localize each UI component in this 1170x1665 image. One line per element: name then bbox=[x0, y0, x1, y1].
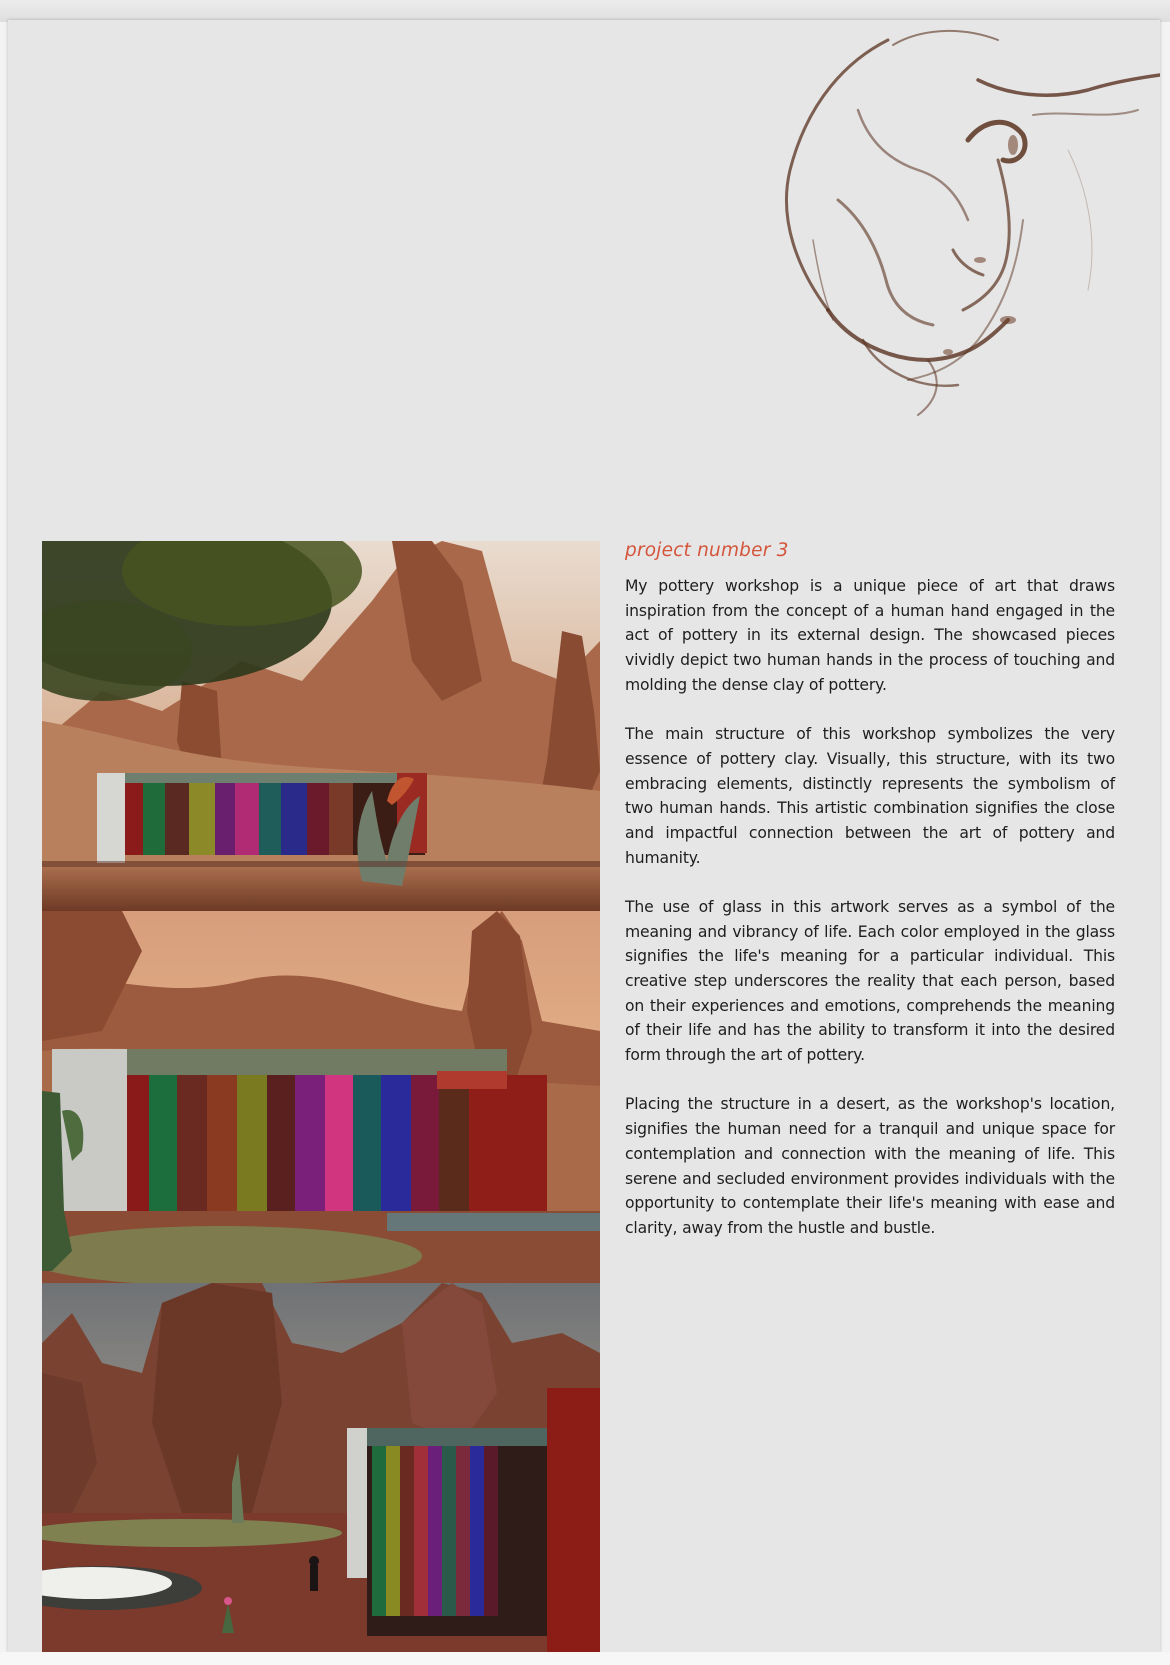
project-description bbox=[625, 540, 1115, 1265]
paragraph-concept: My pottery workshop is a unique piece of art that draws inspiration from the concept of a human hand engaged in the act of pottery in its external design. The showcased pieces vividly depict two human hands in the process of touching and molding the dense clay of pottery. bbox=[625, 577, 1115, 694]
hand-sketch-illustration bbox=[768, 20, 1160, 430]
paragraph-structure: The main structure of this workshop symbolizes the very essence of pottery clay. Visually, this structure, with its two embracing elements, distinctly represents the symbolism of two human hands. This artistic combination signifies the close and impactful connection between the art of pottery and humanity. bbox=[625, 725, 1115, 867]
render-image-exterior-1 bbox=[42, 541, 600, 911]
viewer-top-edge bbox=[0, 0, 1170, 22]
render-image-courtyard bbox=[42, 1283, 600, 1652]
document-page bbox=[8, 20, 1160, 1652]
viewer-bottom-edge bbox=[0, 1652, 1170, 1665]
render-image-exterior-2 bbox=[42, 911, 600, 1283]
render-images-column bbox=[42, 541, 600, 1652]
paragraph-glass: The use of glass in this artwork serves as a symbol of the meaning and vibrancy of life. Each color employed in the glass signifies the life's meaning for a particular individual. This creative step underscores the reality that each person, based on their experiences and emotions, comprehends the meaning of their life and has the ability to transform it into the desired form through the art of pottery. bbox=[625, 897, 1115, 1065]
paragraph-desert: Placing the structure in a desert, as the workshop's location, signifies the human need for a tranquil and unique space for contemplation and connection with the meaning of life. This serene and secluded environment provides individuals with the opportunity to contemplate their life's meaning with ease and clarity, away from the hustle and bustle. bbox=[625, 1095, 1115, 1237]
project-title: project number 3 bbox=[625, 540, 789, 561]
